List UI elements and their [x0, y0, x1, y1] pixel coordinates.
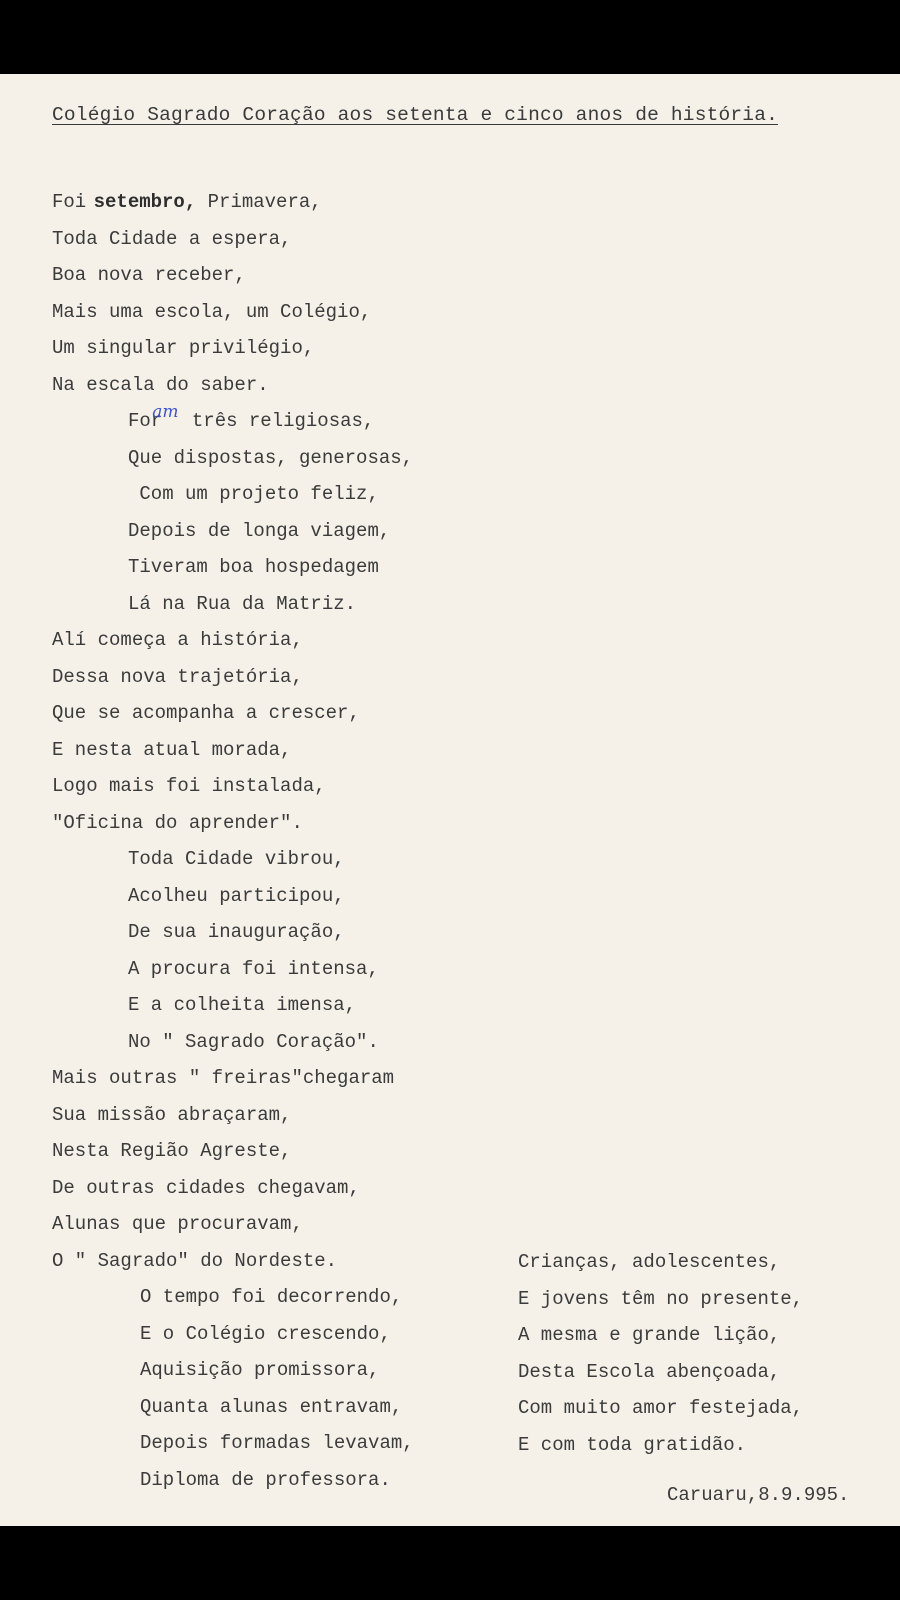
poem-line: O " Sagrado" do Nordeste. — [52, 1249, 338, 1272]
poem-line: Desta Escola abençoada, — [518, 1360, 781, 1383]
poem-line: E com toda gratidão. — [518, 1433, 747, 1456]
poem-title: Colégio Sagrado Coração aos setenta e cinco anos de história. — [52, 104, 779, 126]
poem-line: E o Colégio crescendo, — [140, 1322, 391, 1345]
poem-line: Dessa nova trajetória, — [52, 665, 303, 688]
poem-line: Toda Cidade vibrou, — [128, 848, 345, 870]
poem-line: Toda Cidade a espera, — [52, 227, 292, 250]
poem-line: E nesta atual morada, — [52, 738, 292, 761]
poem-line-corrected: Foram três religiosas, — [128, 402, 375, 432]
poem-line: Aquisição promissora, — [140, 1359, 380, 1381]
poem-line: Nesta Região Agreste, — [52, 1140, 292, 1162]
poem-line: Um singular privilégio, — [52, 337, 315, 359]
poem-line: Boa nova receber, — [52, 264, 246, 286]
poem-line: De outras cidades chegavam, — [52, 1176, 360, 1199]
poem-line: "Oficina do aprender". — [52, 811, 303, 834]
poem-line: Mais outras " freiras"chegaram — [52, 1067, 395, 1089]
poem-line-1: Foi setembro, Primavera, — [52, 191, 322, 213]
handwritten-correction: am — [152, 402, 179, 422]
poem-line: Diploma de professora. — [140, 1468, 391, 1491]
poem-line: A procura foi intensa, — [128, 957, 379, 980]
poem-line: Crianças, adolescentes, — [518, 1251, 781, 1273]
poem-left-column — [52, 184, 414, 1498]
poem-line: Alí começa a história, — [52, 629, 303, 651]
poem-line: No " Sagrado Coração". — [128, 1030, 379, 1053]
poem-line: Acolheu participou, — [128, 884, 345, 907]
poem-line: Tiveram boa hospedagem — [128, 556, 379, 578]
poem-line: Quanta alunas entravam, — [140, 1395, 403, 1418]
poem-line: O tempo foi decorrendo, — [140, 1286, 403, 1308]
poem-line: Com muito amor festejada, — [518, 1397, 804, 1419]
poem-line: E a colheita imensa, — [128, 994, 357, 1016]
poem-line: Na escala do saber. — [52, 373, 269, 396]
poem-line: De sua inauguração, — [128, 921, 345, 943]
poem-right-column — [518, 1244, 803, 1463]
poem-line: Sua missão abraçaram, — [52, 1103, 292, 1126]
poem-line: E jovens têm no presente, — [518, 1287, 804, 1310]
poem-line: Logo mais foi instalada, — [52, 775, 326, 797]
poem-line: A mesma e grande lição, — [518, 1324, 781, 1346]
poem-line: Que se acompanha a crescer, — [52, 702, 360, 724]
poem-line: Depois formadas levavam, — [140, 1432, 414, 1454]
poem-line: Lá na Rua da Matriz. — [128, 592, 357, 615]
poem-line: Que dispostas, generosas, — [128, 446, 414, 469]
poem-line: Com um projeto feliz, — [128, 483, 379, 505]
overtyped-word: setembro, — [93, 191, 197, 213]
typewritten-page — [0, 74, 900, 1526]
poem-line: Depois de longa viagem, — [128, 519, 391, 542]
place-and-date: Caruaru,8.9.995. — [667, 1484, 850, 1506]
poem-line: Alunas que procuravam, — [52, 1213, 303, 1235]
poem-line: Mais uma escola, um Colégio, — [52, 300, 372, 323]
